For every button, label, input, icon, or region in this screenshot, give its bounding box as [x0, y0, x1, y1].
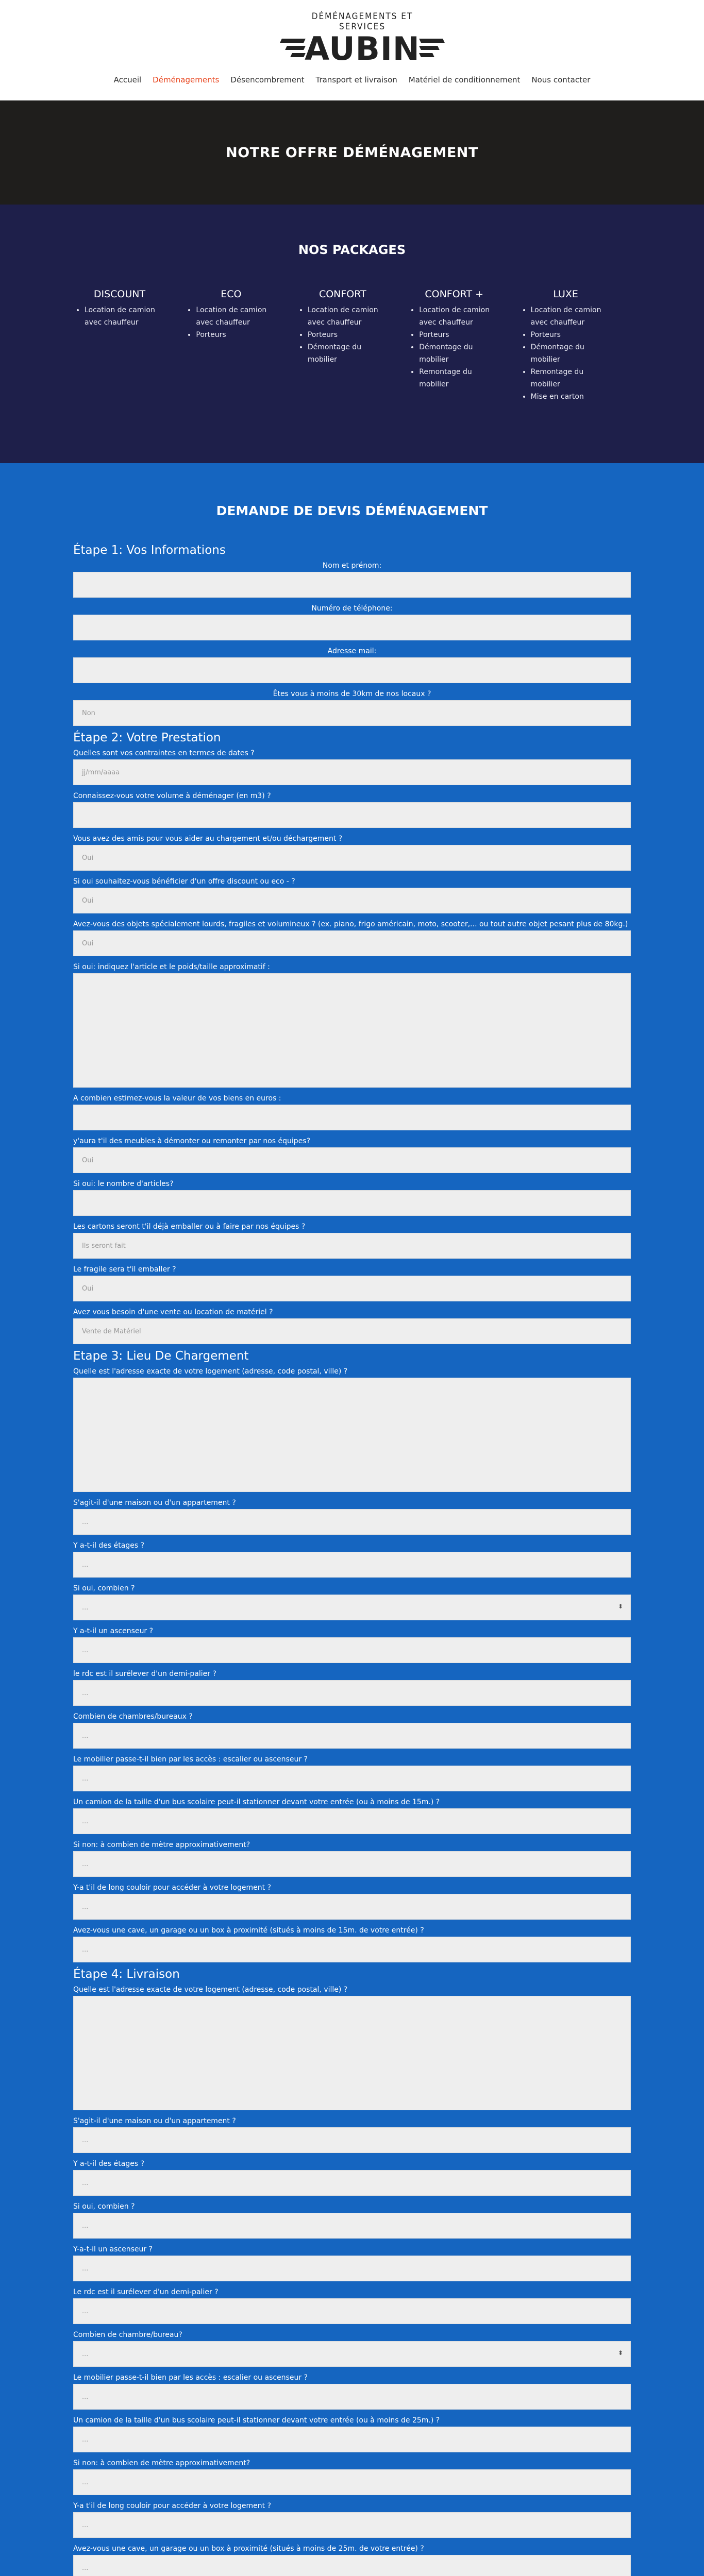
field-value: Oui — [82, 1156, 94, 1164]
field-value: ... — [82, 1646, 89, 1654]
field-value: ... — [82, 1603, 89, 1612]
input-field[interactable] — [73, 1808, 631, 1834]
input-field[interactable] — [73, 2298, 631, 2324]
field-label: Avez-vous une cave, un garage ou un box à proximité (situés à moins de 25m. de votre entrée) ? — [73, 2545, 424, 2553]
textarea-field[interactable] — [73, 1996, 631, 2110]
field-value: ... — [82, 2393, 89, 2401]
input-field[interactable] — [73, 1318, 631, 1344]
package-card — [73, 289, 185, 403]
input-field[interactable] — [73, 1552, 631, 1578]
input-field[interactable] — [73, 2127, 631, 2153]
package-feature: • Porteurs — [419, 329, 495, 341]
quote-form-section — [0, 463, 704, 2576]
field-value: ... — [82, 1860, 89, 1868]
field-value: ... — [82, 2264, 89, 2273]
field-label: Avez-vous une cave, un garage ou un box à proximité (situés à moins de 15m. de votre entrée) ? — [73, 1926, 424, 1935]
package-feature: • Location de camion avec chauffeur — [419, 304, 495, 329]
package-feature: • Location de camion avec chauffeur — [85, 304, 161, 329]
packages-section — [0, 205, 704, 463]
input-field[interactable] — [73, 1190, 631, 1216]
input-field[interactable] — [73, 2555, 631, 2576]
package-feature: • Porteurs — [531, 329, 607, 341]
input-field[interactable] — [73, 845, 631, 871]
main-nav — [0, 75, 704, 84]
field-value: ... — [82, 2222, 89, 2230]
input-field[interactable] — [73, 759, 631, 785]
packages-grid — [73, 289, 631, 403]
package-features — [519, 304, 607, 403]
package-card — [519, 289, 631, 403]
input-field[interactable] — [73, 572, 631, 598]
package-features — [73, 304, 161, 329]
chevron-updown-icon: ⬍ — [617, 1603, 623, 1610]
input-field[interactable] — [73, 2213, 631, 2239]
step-title: Étape 4: Livraison — [73, 1968, 180, 1981]
field-label: Le rdc est il surélever d'un demi-palier ? — [73, 2288, 219, 2296]
field-label: Si oui, combien ? — [73, 1584, 135, 1592]
field-value: ... — [82, 1689, 89, 1697]
field-label: Le mobilier passe-t-il bien par les accès : escalier ou ascenseur ? — [73, 2374, 308, 2382]
field-label: Nom et prénom: — [322, 562, 382, 570]
field-value: Oui — [82, 854, 94, 862]
package-feature: • Démontage du mobilier — [531, 341, 607, 366]
field-label: Si non: à combien de mètre approximativement? — [73, 1841, 250, 1849]
field-label: Si oui: le nombre d'articles? — [73, 1180, 174, 1188]
package-card — [408, 289, 519, 403]
input-field[interactable] — [73, 1851, 631, 1877]
input-field[interactable] — [73, 2469, 631, 2495]
package-feature: • Remontage du mobilier — [531, 366, 607, 391]
package-feature: • Porteurs — [196, 329, 272, 341]
field-label: Êtes vous à moins de 30km de nos locaux ? — [273, 690, 431, 698]
input-field[interactable] — [73, 1147, 631, 1173]
field-value: ... — [82, 2564, 89, 2572]
field-label: Quelle est l'adresse exacte de votre logement (adresse, code postal, ville) ? — [73, 1367, 348, 1376]
input-field[interactable] — [73, 2170, 631, 2196]
package-card — [185, 289, 296, 403]
textarea-field[interactable] — [73, 973, 631, 1088]
nav-item-0[interactable]: Accueil — [113, 75, 142, 84]
package-feature: • Location de camion avec chauffeur — [531, 304, 607, 329]
package-feature: • Remontage du mobilier — [419, 366, 495, 391]
field-label: Si oui: indiquez l'article et le poids/taille approximatif : — [73, 963, 270, 971]
input-field[interactable] — [73, 888, 631, 913]
package-features — [296, 304, 384, 366]
field-label: A combien estimez-vous la valeur de vos biens en euros : — [73, 1094, 281, 1103]
chevron-updown-icon: ⬍ — [617, 2349, 623, 2357]
input-field[interactable] — [73, 1637, 631, 1663]
step-title: Étape 1: Vos Informations — [73, 544, 226, 557]
field-label: Un camion de la taille d'un bus scolaire peut-il stationner devant votre entrée (ou à moins de 25m.) ? — [73, 2416, 440, 2425]
nav-item-2[interactable]: Désencombrement — [230, 75, 305, 84]
field-label: Le mobilier passe-t-il bien par les accès : escalier ou ascenseur ? — [73, 1755, 308, 1764]
field-value: ... — [82, 2435, 89, 2444]
logo-wing-left-icon — [289, 36, 305, 62]
select-field[interactable] — [73, 2341, 631, 2367]
field-value: Ils seront fait — [82, 1242, 126, 1250]
page-banner — [0, 100, 704, 205]
input-field[interactable] — [73, 2427, 631, 2452]
input-field[interactable] — [73, 2512, 631, 2538]
package-name: CONFORT + — [425, 289, 484, 300]
field-value: Vente de Matériel — [82, 1327, 141, 1335]
field-value: ... — [82, 2307, 89, 2315]
field-value: ... — [82, 2521, 89, 2529]
input-field[interactable] — [73, 802, 631, 828]
package-features — [185, 304, 272, 341]
input-field[interactable] — [73, 1276, 631, 1301]
input-field[interactable] — [73, 1723, 631, 1749]
nav-item-3[interactable]: Transport et livraison — [315, 75, 397, 84]
package-feature: • Démontage du mobilier — [308, 341, 384, 366]
nav-item-5[interactable]: Nous contacter — [531, 75, 591, 84]
field-label: Combien de chambres/bureaux ? — [73, 1713, 193, 1721]
input-field[interactable] — [73, 2384, 631, 2410]
field-value: ... — [82, 1518, 89, 1526]
field-label: le rdc est il surélever d'un demi-palier ? — [73, 1670, 216, 1678]
field-label: Les cartons seront t'il déjà emballer ou à faire par nos équipes ? — [73, 1223, 306, 1231]
step-title: Etape 3: Lieu De Chargement — [73, 1349, 249, 1363]
field-label: S'agit-il d'une maison ou d'un appartement ? — [73, 2117, 236, 2125]
form-title: DEMANDE DE DEVIS DÉMÉNAGEMENT — [216, 503, 488, 518]
field-value: ... — [82, 1817, 89, 1825]
field-label: Si oui souhaitez-vous bénéficier d'un offre discount ou eco - ? — [73, 877, 295, 886]
input-field[interactable] — [73, 615, 631, 640]
quote-form — [73, 540, 631, 2576]
field-value: ... — [82, 1945, 89, 1954]
package-feature: • Location de camion avec chauffeur — [196, 304, 272, 329]
package-feature: • Location de camion avec chauffeur — [308, 304, 384, 329]
field-label: Vous avez des amis pour vous aider au chargement et/ou déchargement ? — [73, 835, 343, 843]
input-field[interactable] — [73, 930, 631, 956]
field-label: Y a-t-il des étages ? — [73, 1541, 145, 1550]
field-value: ... — [82, 2350, 89, 2358]
field-label: Y-a t'il de long couloir pour accéder à votre logement ? — [73, 2502, 271, 2510]
input-field[interactable] — [73, 1233, 631, 1259]
field-label: Si oui, combien ? — [73, 2202, 135, 2211]
input-field[interactable] — [73, 657, 631, 683]
field-value: ... — [82, 2179, 89, 2187]
field-label: Connaissez-vous votre volume à déménager (en m3) ? — [73, 792, 271, 800]
field-label: Y-a t'il de long couloir pour accéder à votre logement ? — [73, 1884, 271, 1892]
logo[interactable] — [289, 11, 436, 68]
field-label: Quelle est l'adresse exacte de votre logement (adresse, code postal, ville) ? — [73, 1986, 348, 1994]
step-title: Étape 2: Votre Prestation — [73, 731, 221, 744]
input-field[interactable] — [73, 1937, 631, 1962]
nav-item-1[interactable]: Déménagements — [153, 75, 220, 84]
package-feature: • Porteurs — [308, 329, 384, 341]
package-name: DISCOUNT — [93, 289, 146, 300]
field-label: Combien de chambre/bureau? — [73, 2331, 182, 2339]
package-name: ECO — [221, 289, 242, 300]
package-features — [408, 304, 495, 391]
input-field[interactable] — [73, 1680, 631, 1706]
textarea-field[interactable] — [73, 1378, 631, 1492]
packages-title: NOS PACKAGES — [298, 243, 406, 257]
input-field[interactable] — [73, 1105, 631, 1130]
field-value: ... — [82, 2136, 89, 2144]
nav-item-4[interactable]: Matériel de conditionnement — [408, 75, 521, 84]
field-value: ... — [82, 2478, 89, 2486]
input-field[interactable] — [73, 1894, 631, 1920]
field-value: ... — [82, 1732, 89, 1740]
field-label: Le fragile sera t'il emballer ? — [73, 1265, 176, 1274]
field-label: Y a-t-il des étages ? — [73, 2160, 145, 2168]
field-label: y'aura t'il des meubles à démonter ou remonter par nos équipes? — [73, 1137, 311, 1145]
package-card — [296, 289, 408, 403]
input-field[interactable] — [73, 2256, 631, 2281]
field-value: Oui — [82, 939, 94, 947]
field-value: ... — [82, 1561, 89, 1569]
field-label: Numéro de téléphone: — [311, 604, 393, 613]
input-field[interactable] — [73, 1766, 631, 1791]
package-feature: • Mise en carton — [531, 391, 607, 403]
field-label: Y-a-t-il un ascenseur ? — [73, 2245, 153, 2253]
field-value: Oui — [82, 896, 94, 905]
input-field[interactable] — [73, 700, 631, 726]
field-value: jj/mm/aaaa — [82, 768, 120, 776]
field-label: Y a-t-il un ascenseur ? — [73, 1627, 154, 1635]
field-value: Oui — [82, 1284, 94, 1293]
package-name: LUXE — [553, 289, 578, 300]
logo-word: AUBIN — [305, 30, 420, 67]
field-label: S'agit-il d'une maison ou d'un appartement ? — [73, 1499, 236, 1507]
package-feature: • Démontage du mobilier — [419, 341, 495, 366]
field-label: Adresse mail: — [327, 647, 377, 655]
package-name: CONFORT — [319, 289, 366, 300]
field-value: ... — [82, 1903, 89, 1911]
logo-wing-right-icon — [420, 36, 436, 62]
site-header — [0, 0, 704, 100]
field-value: Non — [82, 709, 95, 717]
field-label: Avez-vous des objets spécialement lourds, fragiles et volumineux ? (ex. piano, frigo américain, moto, scooter,... ou tout autre objet pesant plus de 80kg.) — [73, 920, 628, 928]
field-value: ... — [82, 1774, 89, 1783]
field-label: Avez vous besoin d'une vente ou location de matériel ? — [73, 1308, 273, 1316]
field-label: Quelles sont vos contraintes en termes de dates ? — [73, 749, 255, 757]
select-field[interactable] — [73, 1595, 631, 1620]
logo-tagline: DÉMÉNAGEMENTS ET SERVICES — [311, 11, 413, 32]
field-label: Un camion de la taille d'un bus scolaire peut-il stationner devant votre entrée (ou à moins de 15m.) ? — [73, 1798, 440, 1806]
page-title: NOTRE OFFRE DÉMÉNAGEMENT — [226, 144, 478, 161]
input-field[interactable] — [73, 1509, 631, 1535]
field-label: Si non: à combien de mètre approximativement? — [73, 2459, 250, 2467]
